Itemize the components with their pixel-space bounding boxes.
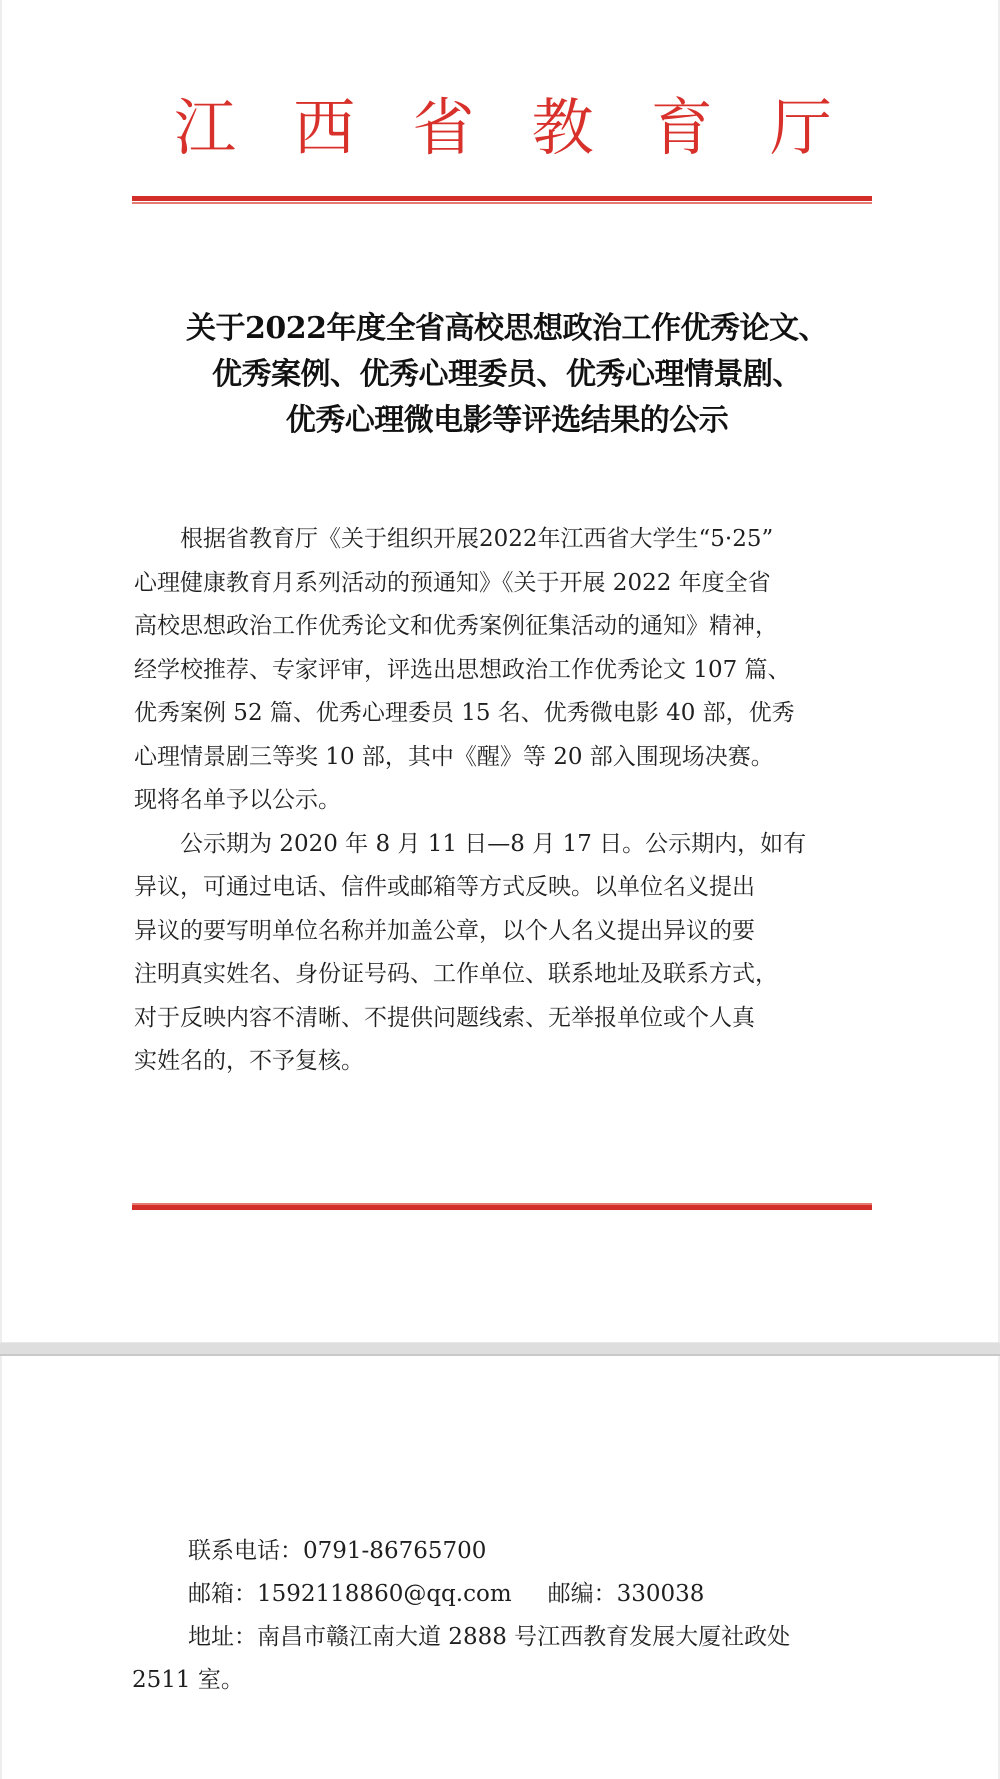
letterhead-char: 教 [531, 91, 594, 164]
letterhead-org-name [132, 92, 872, 164]
paragraph-2-line: 异议，可通过电话、信件或邮箱等方式反映。以单位名义提出 [134, 874, 755, 900]
paragraph-1-line: 现将名单予以公示。 [134, 787, 341, 813]
document-body [134, 518, 874, 1084]
address-line-1: 南昌市赣江南大道 2888 号江西教育发展大厦社政处 [257, 1624, 791, 1650]
paragraph-1-line: 心理情景剧三等奖 10 部，其中《醒》等 20 部入围现场决赛。 [134, 743, 774, 770]
contact-email-row [132, 1573, 872, 1616]
paragraph-1-line: 优秀案例 52 篇、优秀心理委员 15 名、优秀微电影 40 部，优秀 [134, 700, 795, 726]
email-label: 邮箱： [188, 1581, 257, 1607]
title-line: 关于2022年度全省高校思想政治工作优秀论文、 [186, 311, 828, 346]
paragraph-2-line: 异议的要写明单位名称并加盖公章，以个人名义提出异议的要 [134, 917, 755, 944]
paragraph-1-line: 根据省教育厅《关于组织开展2022年江西省大学生“5·25” [180, 526, 774, 552]
postcode-value: 330038 [616, 1581, 705, 1607]
phone-label: 联系电话： [188, 1538, 303, 1564]
document-title [112, 306, 902, 444]
paragraph-1-line: 经学校推荐、专家评审，评选出思想政治工作优秀论文 107 篇、 [134, 656, 791, 683]
paragraph-1-line: 高校思想政治工作优秀论文和优秀案例征集活动的通知》精神， [134, 613, 778, 639]
rule-thin-line [132, 202, 872, 204]
contact-address-row [132, 1616, 872, 1659]
contact-info [132, 1530, 872, 1702]
page-separator [0, 1342, 1000, 1356]
paragraph-2-line: 对于反映内容不清晰、不提供问题线索、无举报单位或个人真 [134, 1004, 755, 1031]
rule-thick-line [132, 1205, 872, 1210]
title-line: 优秀案例、优秀心理委员、优秀心理情景剧、 [212, 357, 802, 392]
address-label: 地址： [188, 1624, 257, 1650]
postcode-label: 邮编： [547, 1581, 617, 1607]
contact-phone-row [132, 1530, 872, 1573]
letterhead-char: 西 [293, 91, 356, 164]
paragraph-2-line: 实姓名的，不予复核。 [134, 1048, 364, 1074]
title-line: 优秀心理微电影等评选结果的公示 [285, 403, 729, 438]
email-address: 1592118860@qq.com [257, 1581, 512, 1607]
letterhead-char: 江 [174, 91, 237, 164]
letterhead-char: 厅 [769, 91, 832, 164]
phone-number: 0791-86765700 [303, 1538, 487, 1564]
paragraph-1-line: 心理健康教育月系列活动的预通知》《关于开展 2022 年度全省 [134, 569, 771, 596]
letterhead-red-rule [132, 196, 872, 205]
footer-red-rule [132, 1203, 872, 1212]
rule-thick-line [132, 196, 872, 201]
paragraph-2-line: 注明真实姓名、身份证号码、工作单位、联系地址及联系方式， [134, 961, 778, 987]
letterhead-char: 育 [650, 91, 713, 164]
address-line-2: 2511 室。 [132, 1667, 244, 1693]
contact-address-row-2 [132, 1659, 872, 1702]
paragraph-2-line: 公示期为 2020 年 8 月 11 日—8 月 17 日。公示期内，如有 [180, 830, 807, 857]
letterhead-char: 省 [412, 91, 475, 164]
